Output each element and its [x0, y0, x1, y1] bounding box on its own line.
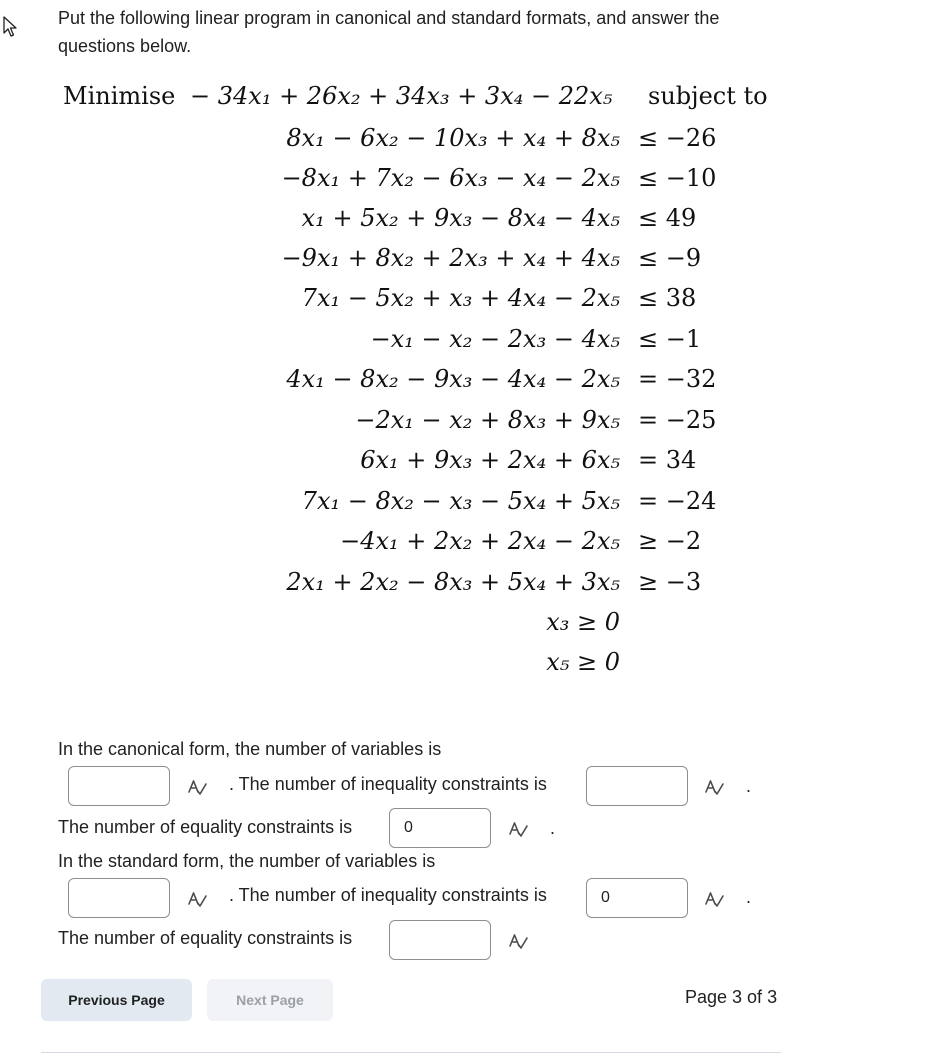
constraint-rhs: = −32: [638, 365, 717, 393]
constraint-row: [150, 568, 770, 608]
constraint-rhs: ≤ 38: [638, 284, 697, 312]
constraint-lhs: −9x₁ + 8x₂ + 2x₃ + x₄ + 4x₅: [281, 244, 620, 272]
constraint-rhs: ≤ −10: [638, 164, 717, 192]
spellcheck-icon[interactable]: [186, 776, 208, 798]
constraint-lhs: −2x₁ − x₂ + 8x₃ + 9x₅: [355, 406, 620, 434]
constraint-rhs: ≥ −3: [638, 568, 702, 596]
spellcheck-icon[interactable]: [703, 776, 725, 798]
constraint-rhs: = 34: [638, 446, 697, 474]
constraint-lhs: −x₁ − x₂ − 2x₃ − 4x₅: [370, 325, 620, 353]
objective-label: Minimise: [63, 82, 176, 110]
constraint-lhs: −4x₁ + 2x₂ + 2x₄ − 2x₅: [340, 527, 620, 555]
equality-question-text: The number of equality constraints is: [58, 928, 353, 948]
bound-constraint: x₅ ≥ 0: [546, 648, 620, 676]
next-page-button[interactable]: Next Page: [207, 979, 333, 1021]
constraint-row: [150, 487, 770, 527]
constraint-row: [150, 244, 770, 284]
page-indicator: Page 3 of 3: [685, 987, 778, 1007]
canonical-variables-input[interactable]: [68, 766, 170, 806]
constraint-rhs: ≤ −26: [638, 124, 717, 152]
constraint-rhs: ≥ −2: [638, 527, 702, 555]
standard-intro-text: In the standard form, the number of variables is: [58, 851, 436, 871]
constraint-lhs: 2x₁ + 2x₂ − 8x₃ + 5x₄ + 3x₅: [286, 568, 620, 596]
inequality-question-text: . The number of inequality constraints is: [229, 885, 547, 905]
standard-variables-input[interactable]: [68, 878, 170, 918]
spellcheck-icon[interactable]: [186, 888, 208, 910]
constraint-row: [150, 446, 770, 486]
bound-row: [150, 648, 770, 688]
constraint-rhs: ≤ −1: [638, 325, 702, 353]
constraint-lhs: −8x₁ + 7x₂ − 6x₃ − x₄ − 2x₅: [281, 164, 620, 192]
constraint-lhs: 7x₁ − 8x₂ − x₃ − 5x₄ + 5x₅: [301, 487, 620, 515]
constraint-lhs: 7x₁ − 5x₂ + x₃ + 4x₄ − 2x₅: [301, 284, 620, 312]
constraint-row: [150, 527, 770, 567]
previous-page-button[interactable]: Previous Page: [41, 979, 192, 1021]
canonical-intro-text: In the canonical form, the number of variables is: [58, 739, 442, 759]
constraint-row: [150, 284, 770, 324]
spellcheck-icon[interactable]: [507, 930, 529, 952]
constraint-rhs: ≤ 49: [638, 204, 697, 232]
constraint-row: [150, 124, 770, 164]
constraint-row: [150, 325, 770, 365]
standard-inequality-input[interactable]: 0: [586, 878, 688, 918]
constraint-lhs: 6x₁ + 9x₃ + 2x₄ + 6x₅: [360, 446, 620, 474]
period-text: .: [746, 887, 752, 907]
canonical-equality-input[interactable]: 0: [389, 808, 491, 848]
mouse-cursor-icon: [2, 16, 20, 38]
constraint-rhs: ≤ −9: [638, 244, 702, 272]
spellcheck-icon[interactable]: [703, 888, 725, 910]
instructions-text: Put the following linear program in canonical and standard formats, and answer the questions below.: [58, 8, 720, 56]
constraint-rhs: = −24: [638, 487, 717, 515]
subject-to-label: subject to: [648, 82, 768, 110]
constraint-lhs: x₁ + 5x₂ + 9x₃ − 8x₄ − 4x₅: [301, 204, 620, 232]
inequality-question-text: . The number of inequality constraints is: [229, 774, 547, 794]
constraint-lhs: 4x₁ − 8x₂ − 9x₃ − 4x₄ − 2x₅: [286, 365, 620, 393]
constraint-row: [150, 365, 770, 405]
constraint-row: [150, 406, 770, 446]
bound-constraint: x₃ ≥ 0: [546, 608, 620, 636]
spellcheck-icon[interactable]: [507, 818, 529, 840]
period-text: .: [746, 776, 752, 796]
constraint-lhs: 8x₁ − 6x₂ − 10x₃ + x₄ + 8x₅: [286, 124, 620, 152]
constraint-row: [150, 204, 770, 244]
standard-equality-input[interactable]: [389, 920, 491, 960]
constraint-rhs: = −25: [638, 406, 717, 434]
period-text: .: [550, 818, 556, 838]
objective-expression: − 34x₁ + 26x₂ + 34x₃ + 3x₄ − 22x₅: [190, 82, 613, 110]
bound-row: [150, 608, 770, 648]
canonical-inequality-input[interactable]: [586, 766, 688, 806]
constraint-row: [150, 164, 770, 204]
footer-divider: [41, 1052, 781, 1053]
equality-question-text: The number of equality constraints is: [58, 817, 353, 837]
